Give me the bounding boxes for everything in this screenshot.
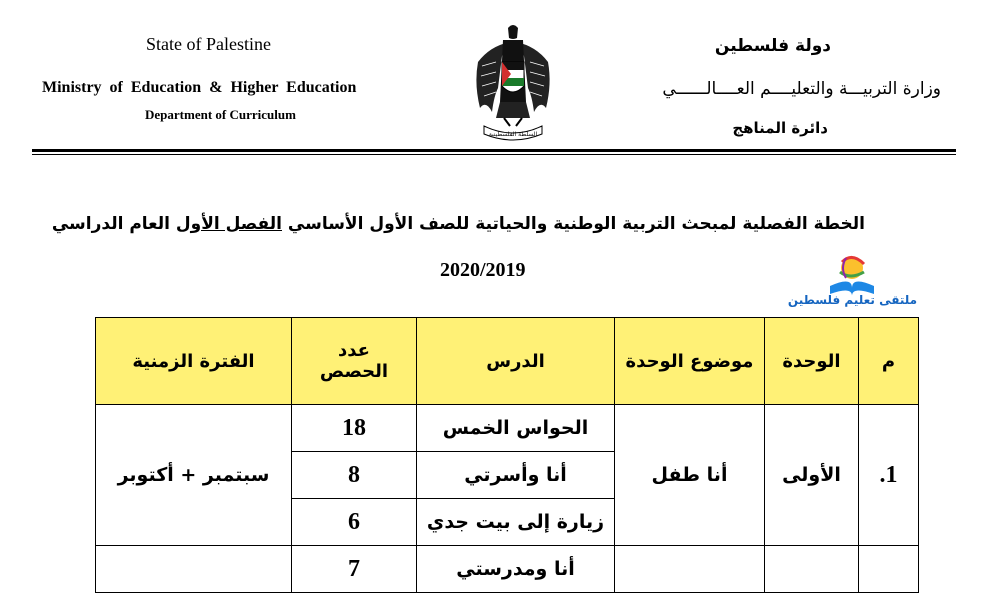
department-title-ar: دائرة المناهج: [732, 119, 828, 137]
table-row: [96, 546, 919, 593]
academic-year: 2020/2019: [440, 259, 526, 281]
unit-cell: [765, 546, 859, 593]
document-title: [52, 214, 865, 234]
lesson-cell: زيارة إلى بيت جدي: [417, 499, 615, 546]
unit-cell: الأولى: [765, 405, 859, 546]
department-title-en: Department of Curriculum: [145, 107, 296, 122]
sessions-header-line2: الحصص: [319, 361, 389, 382]
col-header-unit: الوحدة: [765, 318, 859, 405]
forum-logo-text: ملتقى تعليم فلسطين: [787, 293, 918, 307]
period-cell: [96, 546, 292, 593]
col-header-unit-topic: موضوع الوحدة: [615, 318, 765, 405]
ministry-title-ar: وزارة التربيـــة والتعليــــم العــــالــــــي: [662, 79, 941, 99]
sessions-cell: 6: [292, 499, 417, 546]
sessions-cell: 7: [292, 546, 417, 593]
header-divider-thick: [32, 149, 956, 152]
lesson-cell: الحواس الخمس: [417, 405, 615, 452]
lesson-cell: أنا ومدرستي: [417, 546, 615, 593]
palestine-eagle-emblem: [470, 22, 556, 144]
table-header-row: [96, 318, 919, 405]
semester-plan-table: [95, 317, 919, 593]
sessions-cell: 8: [292, 452, 417, 499]
col-header-period: الفترة الزمنية: [96, 318, 292, 405]
sessions-header-line1: عدد: [338, 340, 370, 361]
index-cell: [859, 546, 919, 593]
unit-topic-cell: أنا طفل: [615, 405, 765, 546]
state-title-ar: دولة فلسطين: [714, 36, 831, 56]
col-header-sessions: [292, 318, 417, 405]
col-header-lesson: الدرس: [417, 318, 615, 405]
unit-topic-cell: [615, 546, 765, 593]
state-title-en: State of Palestine: [146, 34, 271, 54]
index-cell: 1.: [859, 405, 919, 546]
period-cell: سبتمبر + أكتوبر: [96, 405, 292, 546]
col-header-index: م: [859, 318, 919, 405]
emblem-scroll-text: السلطة الفلسطينية: [488, 131, 538, 138]
title-part2: العام الدراسي: [51, 214, 176, 234]
ministry-title-en: Ministry of Education & Higher Education: [42, 79, 357, 96]
table-row: [96, 405, 919, 452]
lesson-cell: أنا وأسرتي: [417, 452, 615, 499]
title-part1: الخطة الفصلية لمبحث التربية الوطنية والحياتية للصف الأول الأساسي: [282, 214, 865, 234]
header-divider-thin: [32, 154, 956, 155]
title-semester: الفصل الأول: [175, 214, 282, 234]
sessions-cell: 18: [292, 405, 417, 452]
